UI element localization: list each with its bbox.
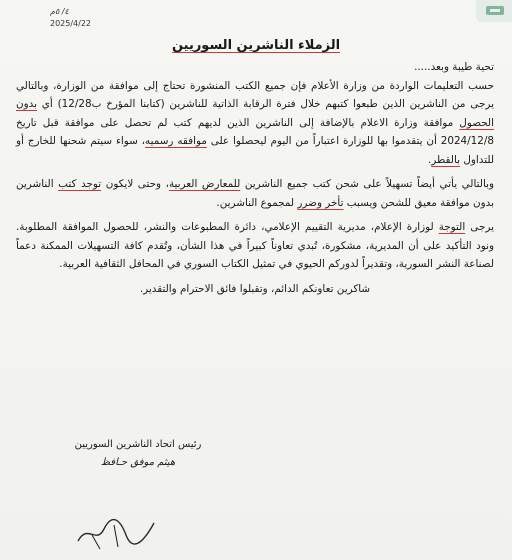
paragraph-1: حسب التعليمات الواردة من وزارة الأعلام فإن جميع الكتب المنشورة تحتاج إلى موافقة من الوزارة، وبالتالي يرجى من الناشرين الذين طبعوا كتبهم خلال فترة الرقابة الذاتية للناشرين (كتابنا المؤرخ ب12/28) أي بدون الحصول موافقة وزارة الاعلام بالإضافة إلى الناشرين الذين لديهم كتب لم تحصل على موافقة قبل تاريخ 2024/12/8 أن يتقدموا بها للوزارة اعتباراً من اليوم ليحصلوا على موافقه رسميه، سواء سيتم شحنها للخارج أو للتداول بالقطر.	[16, 79, 494, 166]
letter-title-text: الزملاء الناشرين السوريين	[171, 38, 341, 53]
logo-icon	[476, 0, 512, 22]
paragraph-2: وبالتالي يأتي أيضاً تسهيلاً على شحن كتب جميع الناشرين للمعارض العربية، وحتى لايكون توجد كتب الناشرين بدون موافقة معيق للشحن ويسبب تأخر وضرر لمجموع الناشرين.	[16, 178, 495, 209]
closing-line: شاكرين تعاونكم الدائم، وتقبلوا فائق الاحترام والتقدير.	[139, 282, 371, 295]
letter-title	[0, 38, 512, 53]
underlined-phrase: بالقطر	[431, 153, 461, 166]
paragraph-3: يرجى التوجة لوزارة الإعلام، مديرية التقييم الإعلامي، دائرة المطبوعات والنشر، للحصول الموافقة المطلوبة. ونود التأكيد على أن المديرية، مشكورة، تُبدي تعاوناً كبيراً في هذا الشأن، وتُقدم كافة التسهيلات الممكنة دعماً لصناعة النشر السورية، وتقديراً لدوركم الحيوي في تمثيل الكتاب السوري في المحافل الثقافية العربية.	[16, 221, 494, 270]
signatory-name: هيثم موفق حـافظ	[100, 457, 176, 468]
underlined-phrase: توجد كتب	[58, 178, 102, 190]
letter-body	[16, 58, 494, 298]
underlined-phrase: التوجة	[438, 221, 466, 233]
underlined-phrase: للمعارض العربية	[168, 178, 241, 190]
reference-number: ٤/ ٥م	[50, 7, 69, 16]
letter-date: 2025/4/22	[50, 19, 92, 28]
handwritten-signature	[70, 505, 160, 555]
underlined-phrase: موافقه رسميه	[145, 135, 207, 147]
signatory-position: رئيس اتحاد الناشرين السوريين	[74, 439, 202, 450]
date-block	[50, 6, 91, 30]
underlined-phrase: تأخر وضرر	[297, 196, 344, 209]
underlined-phrase: بدون الحصول	[16, 98, 494, 129]
greeting: تحية طيبة وبعد.....	[414, 61, 494, 73]
signature-block	[58, 436, 218, 472]
